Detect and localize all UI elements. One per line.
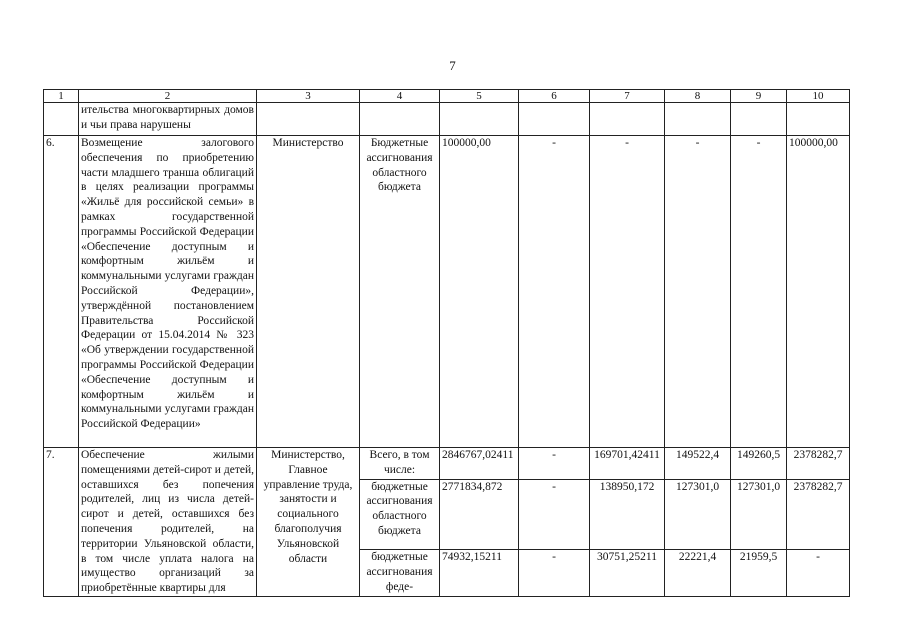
- cell-source: [360, 103, 440, 136]
- col-header-1: 1: [44, 90, 79, 103]
- cell-executor: [257, 103, 360, 136]
- row-description: Возмещение залогового обеспечения по приобретению части младшего транша облигаций в целях реализации программы «Жильё для российской семьи» в рамках государственной программы Российской Федерации «Обеспечение доступным и комфортным жильём и коммунальными услугами граждан Российской Федерации», утверждённой постановлением Правительства Российской Федерации от 15.04.2014 № 323 «Об утверждении государственной программы Российской Федерации «Обеспечение доступным и комфортным жильём и коммунальными услугами граждан Российской Федерации»: [79, 136, 257, 448]
- col-header-3: 3: [257, 90, 360, 103]
- value-col6: -: [519, 136, 590, 448]
- budget-table: [43, 89, 850, 597]
- value-col5: 2846767,02411: [440, 448, 519, 480]
- value-col5: 74932,15211: [440, 549, 519, 596]
- value-col7: -: [590, 136, 665, 448]
- value-col6: -: [519, 549, 590, 596]
- table-row-6: [44, 136, 850, 448]
- row-number: 6.: [44, 136, 79, 448]
- cell-col10: [787, 103, 850, 136]
- col-header-8: 8: [665, 90, 731, 103]
- value-col8: 149522,4: [665, 448, 731, 480]
- value-col5: 2771834,872: [440, 479, 519, 549]
- cell-col8: [665, 103, 731, 136]
- col-header-10: 10: [787, 90, 850, 103]
- value-col9: 21959,5: [731, 549, 787, 596]
- row-number: 7.: [44, 448, 79, 597]
- value-col8: -: [665, 136, 731, 448]
- row-description: Обеспечение жилыми помещениями детей-сирот и детей, оставшихся без попечения родителей, лиц из числа детей-сирот и детей, оставшихся без попечения родителей, на территории Ульяновской области, в том числе уплата налога на имущество организаций за приобретённые квартиры для: [79, 448, 257, 597]
- value-col9: -: [731, 136, 787, 448]
- cell-col7: [590, 103, 665, 136]
- col-header-6: 6: [519, 90, 590, 103]
- value-col10: -: [787, 549, 850, 596]
- col-header-2: 2: [79, 90, 257, 103]
- table-row-7-total: [44, 448, 850, 480]
- table-row-continued: [44, 103, 850, 136]
- value-col9: 127301,0: [731, 479, 787, 549]
- value-col7: 30751,25211: [590, 549, 665, 596]
- value-col6: -: [519, 448, 590, 480]
- value-col5: 100000,00: [440, 136, 519, 448]
- value-col7: 169701,42411: [590, 448, 665, 480]
- col-header-7: 7: [590, 90, 665, 103]
- row-funding-source: бюджетные ассигнования феде-: [360, 549, 440, 596]
- cell-description: ительства многоквартирных домов и чьи права нарушены: [79, 103, 257, 136]
- cell-col9: [731, 103, 787, 136]
- value-col9: 149260,5: [731, 448, 787, 480]
- page-number: 7: [449, 58, 456, 73]
- cell-num: [44, 103, 79, 136]
- row-funding-source: Бюджетные ассигнования областного бюджета: [360, 136, 440, 448]
- column-numbers-row: [44, 90, 850, 103]
- col-header-4: 4: [360, 90, 440, 103]
- value-col10: 2378282,7: [787, 479, 850, 549]
- value-col10: 100000,00: [787, 136, 850, 448]
- row-funding-source: Всего, в том числе:: [360, 448, 440, 480]
- value-col10: 2378282,7: [787, 448, 850, 480]
- value-col8: 127301,0: [665, 479, 731, 549]
- value-col8: 22221,4: [665, 549, 731, 596]
- row-executor: Министерство, Главное управление труда, занятости и социального благополучия Ульяновской области: [257, 448, 360, 597]
- value-col6: -: [519, 479, 590, 549]
- row-executor: Министерство: [257, 136, 360, 448]
- value-col7: 138950,172: [590, 479, 665, 549]
- col-header-9: 9: [731, 90, 787, 103]
- col-header-5: 5: [440, 90, 519, 103]
- row-funding-source: бюджетные ассигнования областного бюджета: [360, 479, 440, 549]
- cell-col6: [519, 103, 590, 136]
- cell-col5: [440, 103, 519, 136]
